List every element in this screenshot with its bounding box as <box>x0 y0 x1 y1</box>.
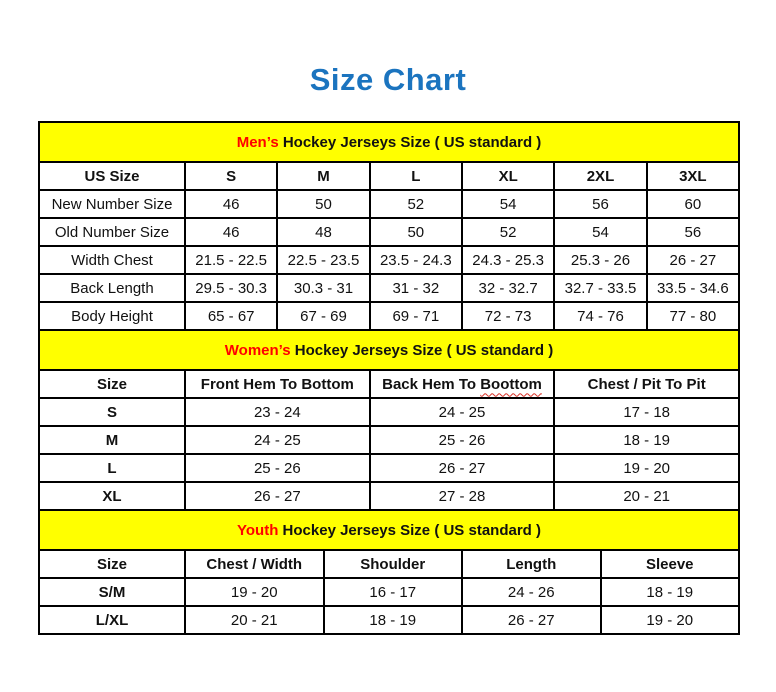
mens-cell-2-1: 22.5 - 23.5 <box>277 246 369 274</box>
youth-cell-1-0: 20 - 21 <box>185 606 324 634</box>
mens-cell-3-1: 30.3 - 31 <box>277 274 369 302</box>
youth-column-header-4: Sleeve <box>601 550 740 578</box>
youth-cell-0-3: 18 - 19 <box>601 578 740 606</box>
mens-cell-0-5: 60 <box>647 190 739 218</box>
womens-column-header-1: Front Hem To Bottom <box>185 370 370 398</box>
womens-row-label-1: M <box>39 426 185 454</box>
mens-column-header-0: US Size <box>39 162 185 190</box>
mens-cell-1-1: 48 <box>277 218 369 246</box>
mens-cell-2-4: 25.3 - 26 <box>554 246 646 274</box>
womens-cell-2-2: 19 - 20 <box>554 454 739 482</box>
mens-column-header-1: S <box>185 162 277 190</box>
youth-row-label-0: S/M <box>39 578 185 606</box>
womens-column-header-0: Size <box>39 370 185 398</box>
youth-column-header-0: Size <box>39 550 185 578</box>
mens-cell-2-5: 26 - 27 <box>647 246 739 274</box>
mens-cell-1-3: 52 <box>462 218 554 246</box>
mens-cell-3-2: 31 - 32 <box>370 274 462 302</box>
mens-column-header-3: L <box>370 162 462 190</box>
womens-cell-1-0: 24 - 25 <box>185 426 370 454</box>
youth-section-banner <box>39 510 739 550</box>
womens-column-header-2: Back Hem To Boottom <box>370 370 555 398</box>
mens-cell-3-3: 32 - 32.7 <box>462 274 554 302</box>
youth-column-header-3: Length <box>462 550 601 578</box>
womens-banner-text: Hockey Jerseys Size ( US standard ) <box>290 341 554 359</box>
mens-cell-0-4: 56 <box>554 190 646 218</box>
womens-cell-0-0: 23 - 24 <box>185 398 370 426</box>
youth-cell-1-1: 18 - 19 <box>324 606 463 634</box>
youth-row-label-1: L/XL <box>39 606 185 634</box>
youth-cell-0-1: 16 - 17 <box>324 578 463 606</box>
mens-column-header-5: 2XL <box>554 162 646 190</box>
mens-cell-4-4: 74 - 76 <box>554 302 646 330</box>
mens-cell-4-5: 77 - 80 <box>647 302 739 330</box>
womens-cell-0-2: 17 - 18 <box>554 398 739 426</box>
mens-cell-2-2: 23.5 - 24.3 <box>370 246 462 274</box>
mens-cell-1-2: 50 <box>370 218 462 246</box>
womens-section-banner <box>39 330 739 370</box>
mens-cell-0-0: 46 <box>185 190 277 218</box>
mens-cell-4-1: 67 - 69 <box>277 302 369 330</box>
mens-cell-1-0: 46 <box>185 218 277 246</box>
mens-row-label-2: Width Chest <box>39 246 185 274</box>
mens-cell-2-3: 24.3 - 25.3 <box>462 246 554 274</box>
youth-cell-0-2: 24 - 26 <box>462 578 601 606</box>
mens-cell-3-0: 29.5 - 30.3 <box>185 274 277 302</box>
mens-cell-3-5: 33.5 - 34.6 <box>647 274 739 302</box>
womens-row-label-0: S <box>39 398 185 426</box>
youth-column-header-1: Chest / Width <box>185 550 324 578</box>
mens-cell-2-0: 21.5 - 22.5 <box>185 246 277 274</box>
mens-section-banner <box>39 122 739 162</box>
womens-cell-2-0: 25 - 26 <box>185 454 370 482</box>
womens-cell-1-2: 18 - 19 <box>554 426 739 454</box>
mens-cell-0-1: 50 <box>277 190 369 218</box>
mens-banner-text: Hockey Jerseys Size ( US standard ) <box>278 133 542 151</box>
youth-column-header-2: Shoulder <box>324 550 463 578</box>
womens-cell-3-1: 27 - 28 <box>370 482 555 510</box>
mens-row-label-4: Body Height <box>39 302 185 330</box>
mens-banner-highlight: Men’s <box>236 133 279 151</box>
mens-cell-0-2: 52 <box>370 190 462 218</box>
misspelled-word: Boottom <box>480 375 542 393</box>
womens-row-label-3: XL <box>39 482 185 510</box>
mens-size-table <box>38 121 740 331</box>
page-title: Size Chart <box>309 62 467 97</box>
mens-cell-3-4: 32.7 - 33.5 <box>554 274 646 302</box>
womens-cell-0-1: 24 - 25 <box>370 398 555 426</box>
womens-column-header-3: Chest / Pit To Pit <box>554 370 739 398</box>
mens-cell-1-4: 54 <box>554 218 646 246</box>
mens-cell-0-3: 54 <box>462 190 554 218</box>
mens-cell-4-0: 65 - 67 <box>185 302 277 330</box>
mens-cell-4-2: 69 - 71 <box>370 302 462 330</box>
mens-row-label-0: New Number Size <box>39 190 185 218</box>
youth-cell-1-3: 19 - 20 <box>601 606 740 634</box>
womens-row-label-2: L <box>39 454 185 482</box>
youth-size-table <box>38 509 740 635</box>
mens-cell-1-5: 56 <box>647 218 739 246</box>
youth-banner-highlight: Youth <box>237 521 279 539</box>
womens-cell-3-2: 20 - 21 <box>554 482 739 510</box>
womens-size-table <box>38 329 740 511</box>
youth-cell-0-0: 19 - 20 <box>185 578 324 606</box>
youth-cell-1-2: 26 - 27 <box>462 606 601 634</box>
mens-column-header-2: M <box>277 162 369 190</box>
size-tables <box>38 121 738 635</box>
mens-cell-4-3: 72 - 73 <box>462 302 554 330</box>
mens-column-header-6: 3XL <box>647 162 739 190</box>
womens-cell-2-1: 26 - 27 <box>370 454 555 482</box>
mens-column-header-4: XL <box>462 162 554 190</box>
womens-banner-highlight: Women’s <box>224 341 291 359</box>
mens-row-label-3: Back Length <box>39 274 185 302</box>
mens-row-label-1: Old Number Size <box>39 218 185 246</box>
womens-cell-1-1: 25 - 26 <box>370 426 555 454</box>
womens-cell-3-0: 26 - 27 <box>185 482 370 510</box>
youth-banner-text: Hockey Jerseys Size ( US standard ) <box>278 521 541 539</box>
